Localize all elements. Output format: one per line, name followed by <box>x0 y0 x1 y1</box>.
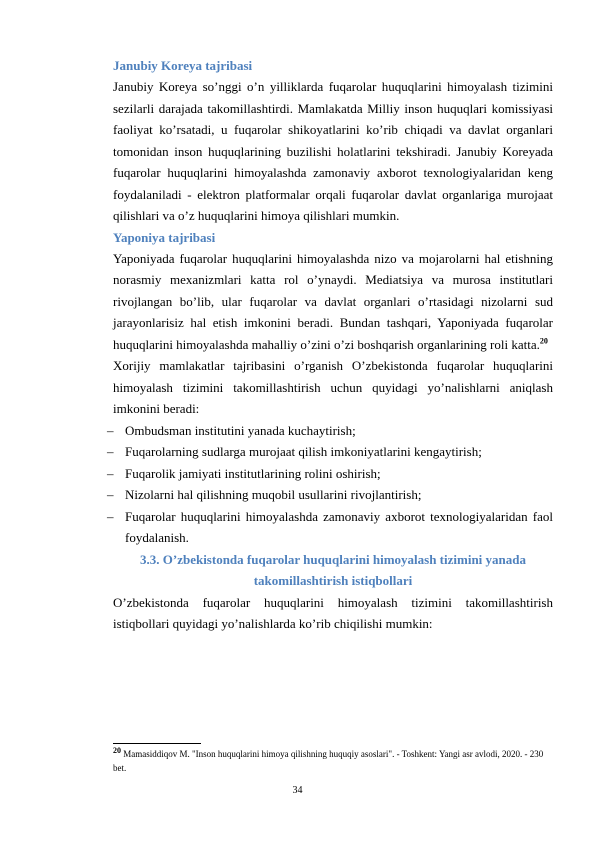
list-marker: – <box>107 465 114 481</box>
footnote <box>113 747 553 775</box>
paragraph-foreign-experience: Xorijiy mamlakatlar tajribasini o’rganish O’zbekistonda fuqarolar huquqlarini himoyalash tizimini takomillashtirish uchun quyidagi yo’nalishlarni aniqlash imkonini beradi: <box>113 358 553 416</box>
heading-korea: Janubiy Koreya tajribasi <box>113 58 253 73</box>
paragraph-korea-text: Janubiy Koreya so’nggi o’n yilliklarda fuqarolar huquqlarini himoyalash tizimini sezilarli darajada takomillashtirdi. Mamlakatda Milliy inson huquqlari komissiyasi faoliyat ko’rsatadi, u fuqarolar shikoyatlarini ko’rib chiqadi va davlat organlari tomonidan inson huquqlarining buzilishi holatlarini tekshiradi. Janubiy Koreyada fuqarolar huquqlarini himoyalashda zamonaviy axborot texnologiyalaridan keng foydalaniladi - elektron platformalar orqali fuqarolar davlat organlariga murojaat qilishlari va o’z huquqlarini himoya qilishlari mumkin. <box>113 79 553 223</box>
list-item-text: Ombudsman institutini yanada kuchaytirish; <box>125 422 356 438</box>
list-marker: – <box>107 487 114 502</box>
list-marker: – <box>107 444 114 459</box>
list-item <box>107 506 553 549</box>
recommendations-list <box>107 420 553 549</box>
page-number: 34 <box>292 785 303 796</box>
page-content <box>107 55 553 635</box>
heading-japan: Yaponiya tajribasi <box>113 229 216 245</box>
footnote-number: 20 <box>113 746 121 755</box>
list-item-text: Nizolarni hal qilishning muqobil usullarini rivojlantirish; <box>125 487 422 502</box>
section-title-line-1: 3.3. O’zbekistonda fuqarolar huquqlarini himoyalash tizimini yanada <box>140 551 526 567</box>
list-item-text: Fuqarolik jamiyati institutlarining rolini oshirish; <box>125 465 381 481</box>
paragraph-prospects: O’zbekistonda fuqarolar huquqlarini himoyalash tizimini takomillashtirish istiqbollari quyidagi yo’nalishlarda ko’rib chiqilishi mumkin: <box>113 594 553 631</box>
section-title-line-2: takomillashtirish istiqbollari <box>253 573 413 588</box>
footnote-ref[interactable]: 20 <box>539 336 548 346</box>
footnote-divider <box>113 743 201 744</box>
list-item <box>107 420 553 442</box>
paragraph-japan-text: Yaponiyada fuqarolar huquqlarini himoyalashda nizo va mojarolarni hal etishning norasmiy mexanizmlari katta rol o’ynaydi. Mediatsiya va murosa institutlari rivojlangan bo’lib, ular fuqarolar va davlat organlari o’rtasidagi nizolarni sud jarayonlarisiz hal etish imkonini beradi. Bundan tashqari, Yaponiyada fuqarolar huquqlarini himoyalashda mahalliy o’zini o’zi boshqarish organlarining roli katta. <box>113 250 553 352</box>
list-marker: – <box>107 422 114 438</box>
list-item <box>107 441 553 463</box>
list-marker: – <box>107 508 114 524</box>
list-item-text: Fuqarolar huquqlarini himoyalashda zamonaviy axborot texnologiyalaridan faol foydalanish. <box>125 508 553 545</box>
list-item-text: Fuqarolarning sudlarga murojaat qilish imkoniyatlarini kengaytirish; <box>125 444 482 459</box>
list-item <box>107 463 553 485</box>
paragraph-korea <box>113 76 553 227</box>
paragraph-japan <box>113 248 553 356</box>
footnote-text: Mamasiddiqov M. "Inson huquqlarini himoya qilishning huquqiy asoslari". - Toshkent: Yangi asr avlodi, 2020. - 230 bet. <box>113 749 544 773</box>
list-item <box>107 484 553 506</box>
